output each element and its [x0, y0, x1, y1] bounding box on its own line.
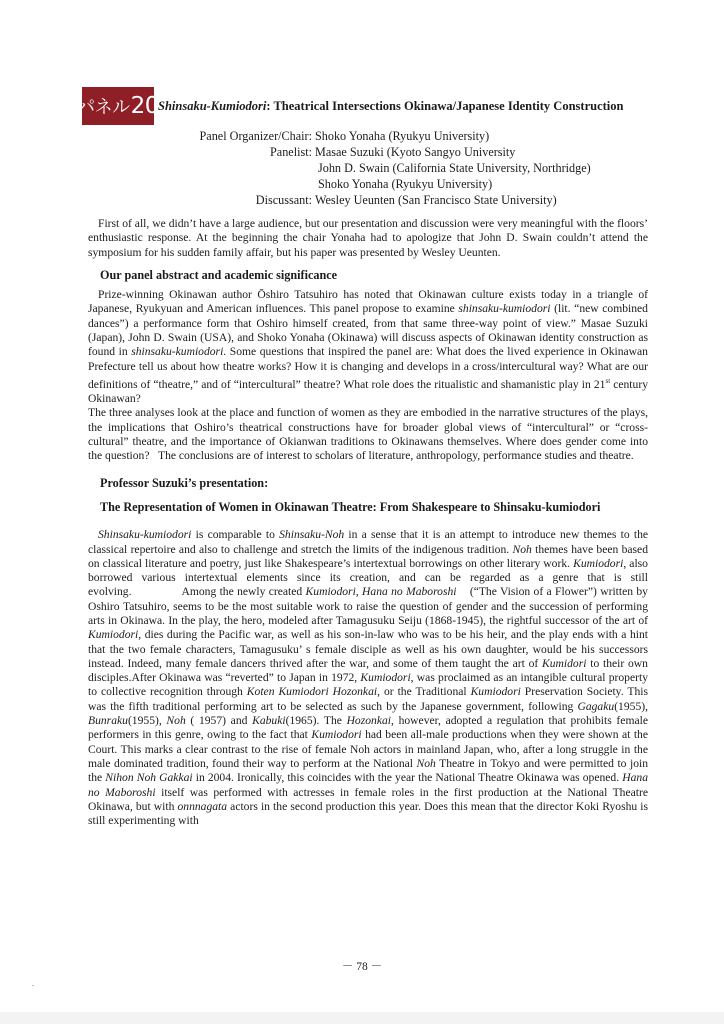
section-heading-suzuki: Professor Suzuki’s presentation: [100, 475, 269, 490]
panel-row [0, 144, 724, 160]
intro-paragraph: First of all, we didn’t have a large audience, but our presentation and discussion were very meaningful with the floors’ enthusiastic response. At the beginning the chair Yonaha had to apologize that John D. Swain couldn’t attend the symposium for his sudden family affair, but his paper was presented by Wesley Ueunten. [88, 217, 648, 259]
panel-title [158, 99, 688, 114]
panel-row [0, 176, 724, 192]
panel-person: Wesley Ueunten (San Francisco State University) [315, 193, 557, 207]
presentation-subheading: The Representation of Women in Okinawan Theatre: From Shakespeare to Shinsaku-kumiodori [100, 499, 601, 514]
panel-row [0, 160, 724, 176]
panel-person: Masae Suzuki (Kyoto Sangyo University [315, 145, 516, 159]
scan-edge [0, 1012, 724, 1024]
panel-members [0, 128, 724, 208]
panel-number-badge [77, 87, 159, 125]
panel-person: John D. Swain (California State University, Northridge) [318, 161, 591, 175]
abstract-paragraph: Prize-winning Okinawan author Ōshiro Tatsuhiro has noted that Okinawan culture exists today in a triangle of Japanese, Ryukyuan and American influences. This panel propose to examine shinsaku-kumiodori (lit. “new combined dances”) a performance form that Oshiro himself created, from that same three-way point of view.” Masae Suzuki (Japan), John D. Swain (USA), and Shoko Yonaha (Okinawa) will discuss aspects of Okinawan identity construction as found in shinsaku-kumiodori. Some questions that inspired the panel are: What does the lived experience in Okinawan Prefecture tell us about how theatre works? How it is changing and develops in a cross/intercultural way? What are our definitions of “theatre,” and of “intercultural” theatre? What role does the ritualistic and shamanistic play in 21st century Okinawan? [88, 288, 648, 406]
badge-label: パネル [77, 97, 130, 118]
panel-role: Panelist: [270, 145, 312, 159]
page-number: － 78 － [341, 961, 383, 973]
panel-person: Shoko Yonaha (Ryukyu University) [318, 177, 493, 191]
badge-number: 20 [130, 93, 159, 119]
suzuki-paragraph: Shinsaku-kumiodori is comparable to Shinsaku-Noh in a sense that it is an attempt to introduce new themes to the classical repertoire and also to challenge and stretch the limits of the indigenous tradition. Noh themes have been based on classical literature and poetry, just like Shakespeare’s intertextual borrowings on other literary work. Kumiodori, also borrowed various intertextual elements since its creation, and can be regarded as a genre that is still evolving. Among the newly created Kumiodori, Hana no Maboroshi (“The Vision of a Flower”) written by Oshiro Tatsuhiro, seems to be the most suitable work to raise the question of gender and the succession of performing arts in Okinawa. In the play, the hero, modeled after Tamagusuku Seiju (1868-1945), the rightful successor of the art of Kumiodori, dies during the Pacific war, as well as his son-in-law who was to be his heir, and the play ends with a hint that the two female characters, Tamagusuku’ s female disciple as well as his own daughter, would be his successors instead. Indeed, many female dancers thrived after the war, and some of them taught the art of Kumidori to their own disciples.After Okinawa was “reverted” to Japan in 1972, Kumiodori, was proclaimed as an intangible cultural property to collective recognition through Koten Kumiodori Hozonkai, or the Traditional Kumiodori Preservation Society. This was the fifth traditional performing art to be selected as such by the Japanese government, following Gagaku(1955), Bunraku(1955), Noh ( 1957) and Kabuki(1965). The Hozonkai, however, adopted a regulation that prohibits female performers in this genre, owing to the fact that Kumiodori had been all-male productions when they were shown at the Court. This marks a clear contrast to the rise of female Noh actors in mainland Japan, who, after a long struggle in the male dominated tradition, found their way to perform at the National Noh Theatre in Tokyo and were permitted to join the Nihon Noh Gakkai in 2004. Ironically, this coincides with the year the National Theatre Okinawa was opened. Hana no Maboroshi itself was performed with actresses in female roles in the first production at the National Theatre Okinawa, but with onnnagata actors in the second production this year. Does this mean that the director Koki Ryoshu is still experimenting with [88, 528, 649, 828]
scan-mark [32, 985, 34, 986]
section-heading-abstract: Our panel abstract and academic significance [100, 267, 338, 282]
panel-role: Discussant: [255, 193, 312, 207]
panel-person: Shoko Yonaha (Ryukyu University) [315, 129, 490, 143]
panel-row [0, 192, 724, 208]
title-italic: Shinsaku-Kumiodori [158, 99, 267, 113]
panel-row [0, 128, 724, 144]
panel-role: Panel Organizer/Chair: [199, 129, 312, 143]
abstract-paragraph-2: The three analyses look at the place and function of women as they are embodied in the narrative structures of the plays, the implications that Oshiro’s theatrical constructions have for broader global views of “intercultural” or “cross-cultural” theatre, and the importance of Okianwan traditions to Okinawans themselves. Where does gender come into the question? The conclusions are of interest to scholars of literature, anthropology, performance studies and theatre. [88, 406, 648, 463]
document-body [88, 217, 648, 828]
title-rest: : Theatrical Intersections Okinawa/Japanese Identity Construction [266, 99, 624, 113]
